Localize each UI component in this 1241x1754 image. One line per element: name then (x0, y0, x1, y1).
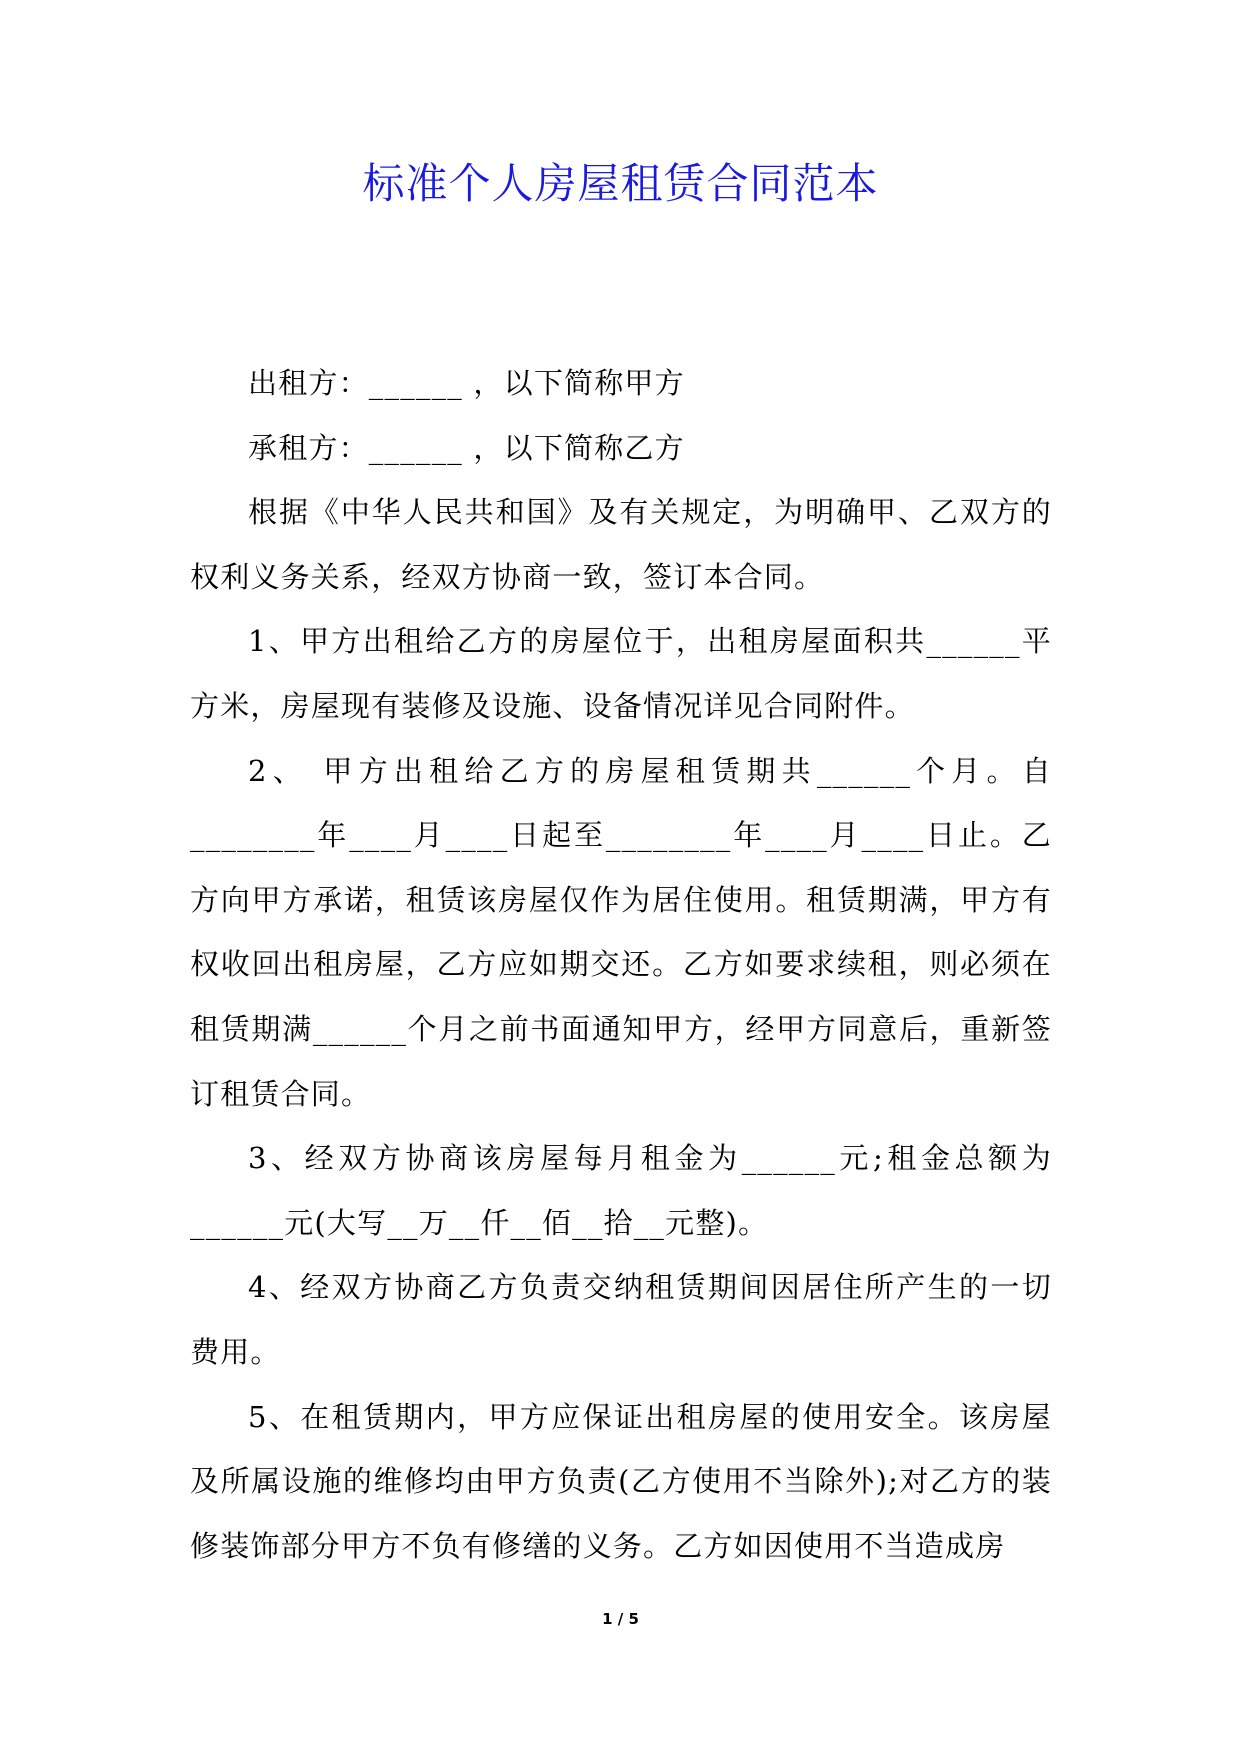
lessee-line: 承租方：______ ，以下简称乙方 (248, 430, 685, 465)
clause-3-paragraph: 3、经双方协商该房屋每月租金为______元;租金总额为______元(大写__万__仟__佰__拾__元整)。 (190, 1141, 1052, 1240)
clause-2-paragraph: 2、 甲方出租给乙方的房屋租赁期共______个月。自________年____月____日起至________年____月____日止。乙方向甲方承诺，租赁该房屋仅作为居住使用。租赁期满，甲方有权收回出租房屋，乙方应如期交还。乙方如要求续租，则必须在租赁期满______个月之前书面通知甲方，经甲方同意后，重新签订租赁合同。 (190, 753, 1052, 1111)
lessor-line: 出租方：______ ，以下简称甲方 (248, 366, 685, 400)
clause-4-paragraph: 4、经双方协商乙方负责交纳租赁期间因居住所产生的一切费用。 (190, 1270, 1052, 1369)
clause-1-paragraph: 1、甲方出租给乙方的房屋位于，出租房屋面积共______平方米，房屋现有装修及设施、设备情况详见合同附件。 (190, 624, 1052, 723)
clause-5-paragraph: 5、在租赁期内，甲方应保证出租房屋的使用安全。该房屋及所属设施的维修均由甲方负责(乙方使用不当除外);对乙方的装修装饰部分甲方不负有修缮的义务。乙方如因使用不当造成房 (190, 1399, 1052, 1563)
preamble-paragraph: 根据《中华人民共和国》及有关规定，为明确甲、乙双方的权利义务关系，经双方协商一致，签订本合同。 (190, 495, 1052, 594)
document-body (190, 351, 1052, 1578)
page-number: 1 / 5 (602, 1610, 639, 1628)
document-title: 标准个人房屋租赁合同范本 (362, 159, 879, 208)
